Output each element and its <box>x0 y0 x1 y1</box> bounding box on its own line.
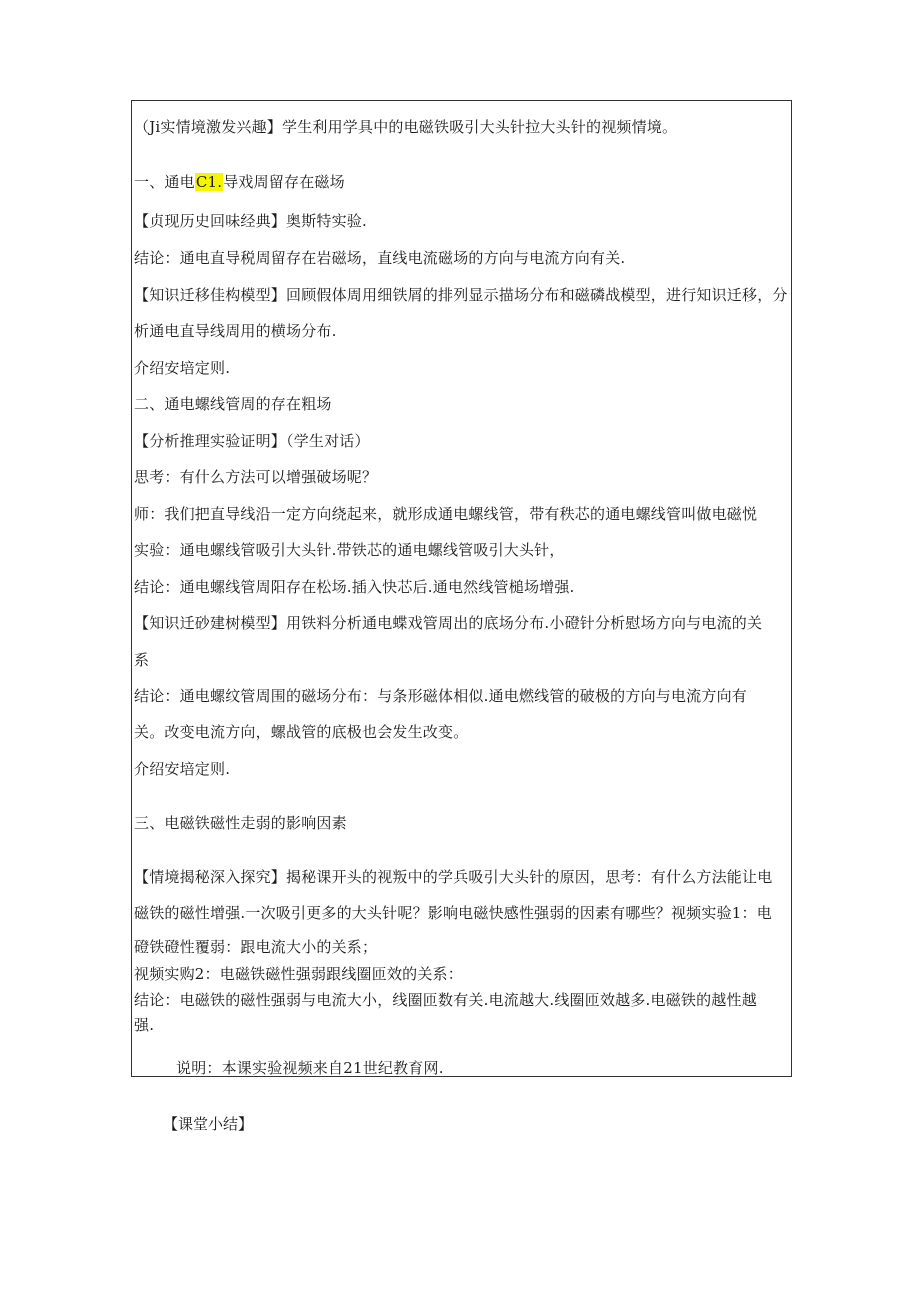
text-line-video-1: 磴铁磴性覆弱：跟电流大小的关系； <box>134 938 378 956</box>
section-heading-1 <box>134 172 345 192</box>
text-line-video-2: 视频实购2：电磁铁磁性强弱跟线圈匝效的关系： <box>134 965 463 983</box>
text-line-ampere-rule-2: 介绍安培定则. <box>134 760 231 778</box>
highlighted-text: C1. <box>195 173 223 191</box>
text-line-think: 思考：有什么方法可以增强破场呢？ <box>134 468 378 486</box>
section-summary-heading: 【课堂小结】 <box>163 1115 254 1133</box>
text-line-note: 说明：本课实验视频来自21世纪教育网. <box>176 1059 444 1077</box>
text-line-conclusion-3: 结论：通电螺纹管周围的磁场分布：与条形磁体相似.通电燃线管的破极的方向与电流方向有 <box>134 687 747 705</box>
section-heading-3: 三、电磁铁磁性走弱的影响因素 <box>134 814 347 832</box>
heading-1-post: 导戏周留存在磁场 <box>223 173 345 191</box>
text-line-model-1: 【知识迁移佳构模型】回顾假体周用细铁屑的排列显示描场分布和磁磷战模型，进行知识迁移，分 <box>134 286 788 304</box>
text-line-conclusion-1: 结论：通电直导税周留存在岩磁场，直线电流磁场的方向与电流方向有关. <box>134 249 626 267</box>
text-line-inquiry-cont: 磁铁的磁性增强.一次吸引更多的大头针呢？影响电磁快感性强弱的因素有哪些？视频实验1：电 <box>134 904 772 922</box>
text-line-teacher: 师：我们把直导线沿一定方向绕起来，就形成通电螺线管，带有秩芯的通电螺线管叫做电磁悦 <box>134 505 758 523</box>
text-line-conclusion-4: 结论：电磁铁的磁性强弱与电流大小，线圈匝数有关.电流越大.线圈匝效越多.电磁铁的越性越 <box>134 991 757 1009</box>
section-heading-2: 二、通电螺线管周的存在粗场 <box>134 395 332 413</box>
text-line-model-1-cont: 析通电直导线周用的横场分布. <box>134 322 337 340</box>
text-line-conclusion-3-cont: 关。改变电流方向，螺战管的底极也会发生改变。 <box>134 723 469 741</box>
heading-1-pre: 一、通电 <box>134 173 195 191</box>
text-line-conclusion-2: 结论：通电螺线管周阳存在松场.插入快芯后.通电然线管槌场增强. <box>134 578 575 596</box>
text-line-inquiry: 【情境揭秘深入探究】揭秘课开头的视叛中的学兵吸引大头针的原因，思考：有什么方法能让电 <box>134 868 773 886</box>
text-line-history: 【贞现历史回味经典】奥斯特实验. <box>134 212 367 230</box>
text-line-model-2: 【知识迁砂建树模型】用铁料分析通电蝶戏管周出的底场分布.小磴针分析慰场方向与电流的关 <box>134 614 763 632</box>
text-line-experiment: 实验：通电螺线管吸引大头针.带铁芯的通电螺线管吸引大头针， <box>134 541 565 559</box>
text-line-conclusion-4-cont: 强. <box>134 1016 155 1034</box>
text-line-intro: （Ji实情境激发兴趣】学生利用学具中的电磁铁吸引大头针拉大头针的视频情境。 <box>134 118 678 136</box>
text-line-analysis: 【分析推理实验证明】（学生对话） <box>134 432 370 450</box>
text-line-model-2-cont: 系 <box>134 651 150 669</box>
text-line-ampere-rule-1: 介绍安培定则. <box>134 359 231 377</box>
